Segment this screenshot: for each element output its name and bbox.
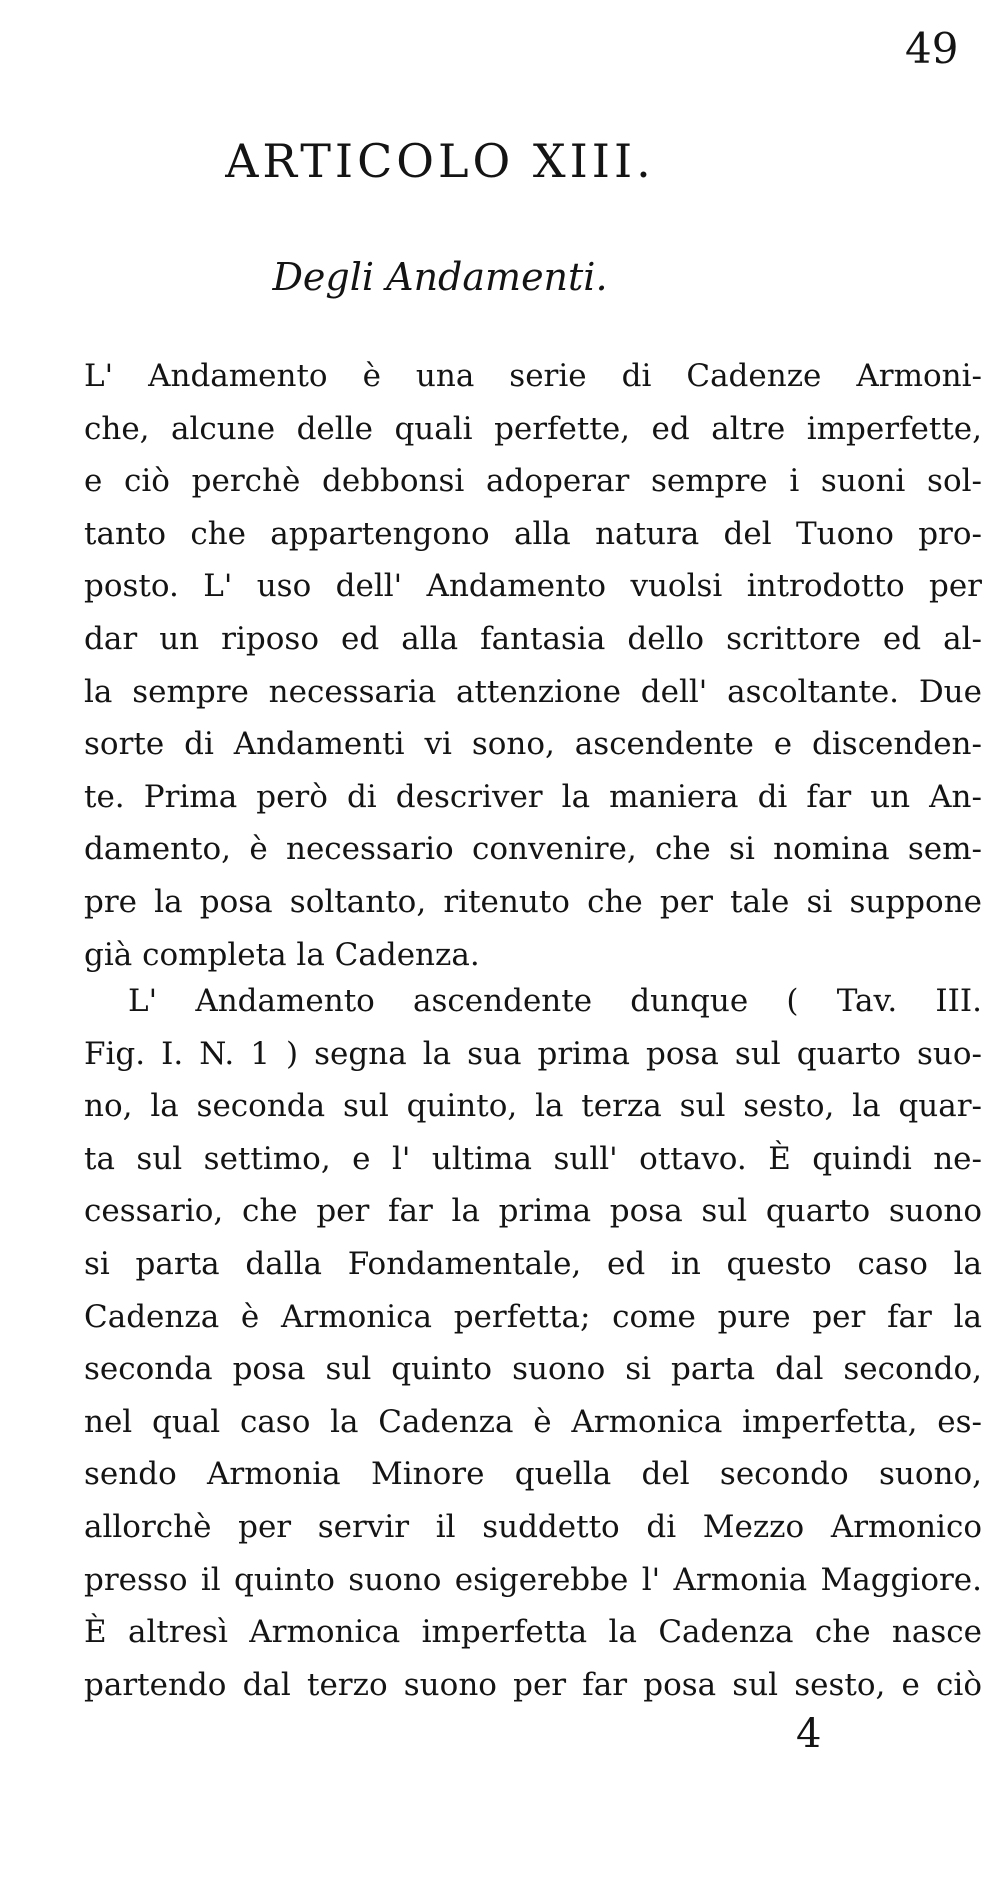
text-line: È altresì Armonica imperfetta la Cadenza che nasce: [84, 1614, 982, 1651]
text-line: allorchè per servir il suddetto di Mezzo Armonico: [84, 1508, 982, 1545]
text-line: cessario, che per far la prima posa sul quarto suono: [84, 1193, 982, 1230]
text-line: te. Prima però di descriver la maniera di far un An-: [84, 778, 982, 815]
text-line: L' Andamento è una serie di Cadenze Armoni-: [84, 358, 982, 394]
paragraph-2: [84, 975, 982, 1711]
text-line: pre la posa soltanto, ritenuto che per tale si suppone: [84, 883, 982, 920]
text-line: seconda posa sul quinto suono si parta dal secondo,: [84, 1351, 982, 1388]
text-line: che, alcune delle quali perfette, ed altre imperfette,: [84, 410, 982, 447]
text-line: sorte di Andamenti vi sono, ascendente e discenden-: [84, 726, 982, 763]
paragraph-1: [84, 350, 982, 981]
text-line: L' Andamento ascendente dunque ( Tav. III.: [128, 983, 982, 1019]
text-line: nel qual caso la Cadenza è Armonica imperfetta, es-: [84, 1403, 982, 1440]
text-line: damento, è necessario convenire, che si nomina sem-: [84, 831, 982, 868]
article-heading: ARTICOLO XIII.: [225, 134, 655, 188]
text-line: si parta dalla Fondamentale, ed in questo caso la: [84, 1245, 982, 1282]
text-line: tanto che appartengono alla natura del Tuono pro-: [84, 515, 982, 552]
text-line: sendo Armonia Minore quella del secondo suono,: [84, 1456, 982, 1493]
text-line: no, la seconda sul quinto, la terza sul sesto, la quar-: [84, 1088, 982, 1125]
text-line: ta sul settimo, e l' ultima sull' ottavo. È quindi ne-: [84, 1140, 982, 1177]
text-line: la sempre necessaria attenzione dell' ascoltante. Due: [84, 673, 982, 710]
text-line: partendo dal terzo suono per far posa sul sesto, e ciò: [84, 1666, 982, 1703]
article-subheading: Degli Andamenti.: [272, 255, 608, 299]
text-line: posto. L' uso dell' Andamento vuolsi introdotto per: [84, 568, 982, 605]
text-line: Cadenza è Armonica perfetta; come pure per far la: [84, 1298, 982, 1335]
page-number: 49: [905, 24, 959, 73]
text-line: dar un riposo ed alla fantasia dello scrittore ed al-: [84, 620, 982, 657]
text-line: presso il quinto suono esigerebbe l' Armonia Maggiore.: [84, 1561, 982, 1598]
text-line: e ciò perchè debbonsi adoperar sempre i suoni sol-: [84, 463, 982, 500]
text-line: Fig. I. N. 1 ) segna la sua prima posa sul quarto suo-: [84, 1035, 982, 1072]
signature-mark: 4: [796, 1711, 822, 1757]
text-line: già completa la Cadenza.: [84, 936, 480, 973]
